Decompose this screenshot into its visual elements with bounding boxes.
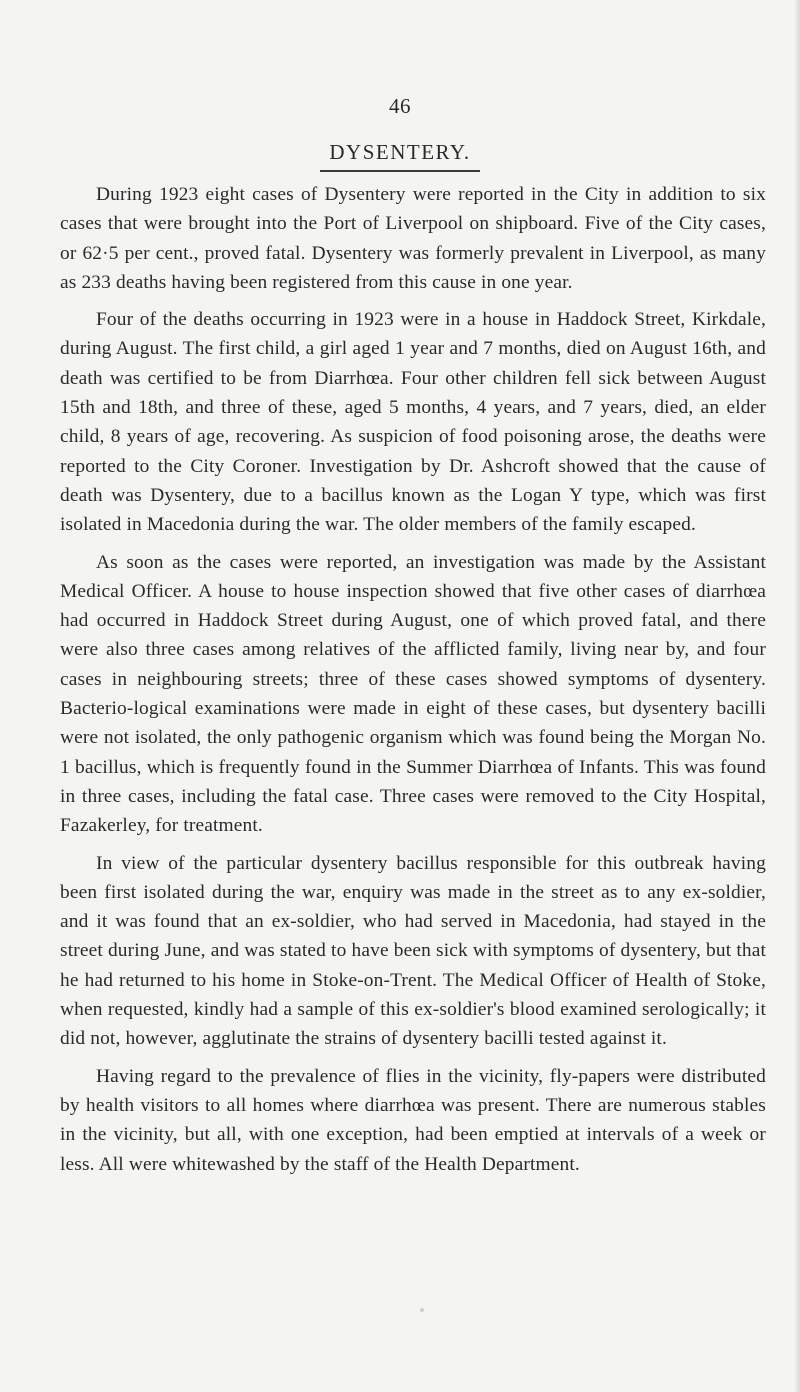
paragraph-3: As soon as the cases were reported, an investigation was made by the Assistant Medical Officer. A house to house inspection showed that five other cases of diarrhœa had occurred in Haddock Street during August, one of which proved fatal, and there were also three cases among relatives of the afflicted family, living near by, and four cases in neighbouring streets; three of these cases showed symptoms of dysentery. Bacterio-logical examinations were made in eight of these cases, but dysentery bacilli were not isolated, the only pathogenic organism which was found being the Morgan No. 1 bacillus, which is frequently found in the Summer Diarrhœa of Infants. This was found in three cases, including the fatal case. Three cases were removed to the City Hospital, Fazakerley, for treatment. <box>60 551 766 837</box>
section-title: DYSENTERY. <box>329 140 471 164</box>
paragraph-5: Having regard to the prevalence of flies in the vicinity, fly-papers were distributed by health visitors to all homes where diarrhœa was present. There are numerous stables in the vicinity, but all, with one exception, had been emptied at intervals of a week or less. All were whitewashed by the staff of the Health Department. <box>60 1065 766 1175</box>
page-number: 46 <box>389 94 411 118</box>
ink-speck <box>420 1308 424 1312</box>
body-text <box>60 180 766 1187</box>
page-edge-shadow <box>794 0 800 1392</box>
title-underline <box>320 170 480 172</box>
paragraph-2: Four of the deaths occurring in 1923 were in a house in Haddock Street, Kirkdale, during August. The first child, a girl aged 1 year and 7 months, died on August 16th, and death was certified to be from Diarrhœa. Four other children fell sick between August 15th and 18th, and three of these, aged 5 months, 4 years, and 7 years, died, an elder child, 8 years of age, recovering. As suspicion of food poisoning arose, the deaths were reported to the City Coroner. Investigation by Dr. Ashcroft showed that the cause of death was Dysentery, due to a bacillus known as the Logan Y type, which was first isolated in Macedonia during the war. The older members of the family escaped. <box>60 309 766 536</box>
paragraph-4: In view of the particular dysentery bacillus responsible for this outbreak having been first isolated during the war, enquiry was made in the street as to any ex-soldier, and it was found that an ex-soldier, who had served in Macedonia, had stayed in the street during June, and was stated to have been sick with symptoms of dysentery, but that he had returned to his home in Stoke-on-Trent. The Medical Officer of Health of Stoke, when requested, kindly had a sample of this ex-soldier's blood examined serologically; it did not, however, agglutinate the strains of dysentery bacilli tested against it. <box>60 852 766 1050</box>
paragraph-1: During 1923 eight cases of Dysentery were reported in the City in addition to six cases that were brought into the Port of Liverpool on shipboard. Five of the City cases, or 62·5 per cent., proved fatal. Dysentery was formerly prevalent in Liverpool, as many as 233 deaths having been registered from this cause in one year. <box>60 184 766 293</box>
